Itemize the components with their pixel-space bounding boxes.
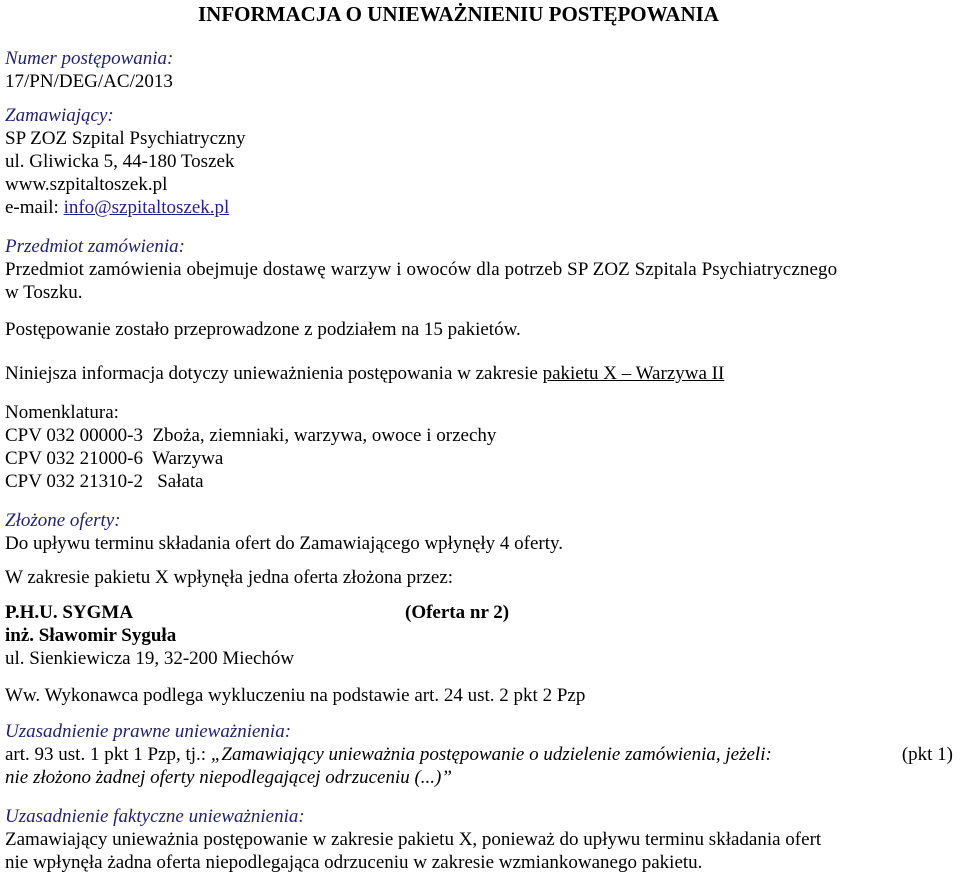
cpv-item: CPV 032 21310-2 Sałata	[5, 471, 204, 492]
packages-text: Postępowanie zostało przeprowadzone z podziałem na 15 pakietów.	[5, 319, 521, 340]
nomenclature-section	[5, 401, 953, 493]
exclusion-note	[5, 684, 953, 707]
scope-package: pakietu X – Warzywa II	[542, 363, 725, 384]
factual-basis-line-1: Zamawiający unieważnia postępowanie w zakresie pakietu X, ponieważ do upływu terminu składania ofert	[5, 829, 822, 850]
bidder-address: ul. Sienkiewicza 19, 32-200 Miechów	[5, 648, 295, 669]
legal-basis-quote-2: nie złożono żadnej oferty niepodlegającej odrzuceniu (...)”	[5, 767, 452, 788]
legal-basis-quote-1: „Zamawiający unieważnia postępowanie o udzielenie zamówienia, jeżeli:	[210, 744, 772, 765]
subject-line-2: w Toszku.	[5, 282, 83, 303]
offers-total: Do upływu terminu składania ofert do Zamawiającego wpłynęły 4 oferty.	[5, 533, 564, 554]
package-offer-info	[5, 566, 953, 589]
buyer-address: ul. Gliwicka 5, 44-180 Toszek	[5, 151, 235, 172]
cpv-item: CPV 032 00000-3 Zboża, ziemniaki, warzywa, owoce i orzechy	[5, 425, 497, 446]
factual-basis-section	[5, 805, 953, 874]
factual-basis-line-2: nie wpłynęła żadna oferta niepodlegająca odrzuceniu w zakresie wzmiankowanego pakietu.	[5, 852, 703, 873]
offers-label: Złożone oferty:	[5, 510, 121, 531]
page-title: INFORMACJA O UNIEWAŻNIENIU POSTĘPOWANIA	[198, 2, 719, 26]
subject-label: Przedmiot zamówienia:	[5, 236, 185, 257]
buyer-email-link[interactable]: info@szpitaltoszek.pl	[63, 197, 230, 218]
packages-info	[5, 318, 953, 341]
package-offer-text: W zakresie pakietu X wpłynęła jedna oferta złożona przez:	[5, 567, 454, 588]
legal-basis-row	[5, 743, 953, 766]
subject-line-1: Przedmiot zamówienia obejmuje dostawę warzyw i owoców dla potrzeb SP ZOZ Szpitala Psychiatrycznego	[5, 259, 838, 280]
factual-basis-label: Uzasadnienie faktyczne unieważnienia:	[5, 806, 305, 827]
cpv-item: CPV 032 21000-6 Warzywa	[5, 448, 224, 469]
case-number-label: Numer postępowania:	[5, 48, 174, 69]
scope-prefix: Niniejsza informacja dotyczy unieważnienia postępowania w zakresie	[5, 363, 538, 384]
nomenclature-label: Nomenklatura:	[5, 402, 119, 423]
offer-number: (Oferta nr 2)	[405, 602, 510, 623]
bidder-section	[5, 601, 953, 670]
legal-basis-quote-row	[5, 743, 772, 766]
case-number-section	[5, 47, 953, 93]
buyer-name: SP ZOZ Szpital Psychiatryczny	[5, 128, 246, 149]
subject-section	[5, 235, 953, 304]
buyer-email-row	[5, 196, 953, 219]
bidder-person: inż. Sławomir Syguła	[5, 625, 177, 646]
legal-basis-label: Uzasadnienie prawne unieważnienia:	[5, 721, 292, 742]
legal-basis-section	[5, 720, 953, 789]
buyer-email-label: e-mail:	[5, 197, 59, 218]
bidder-company: P.H.U. SYGMA	[5, 602, 134, 623]
buyer-label: Zamawiający:	[5, 105, 114, 126]
scope-section	[5, 362, 953, 385]
legal-basis-pkt: (pkt 1)	[901, 744, 953, 765]
exclusion-text: Ww. Wykonawca podlega wykluczeniu na podstawie art. 24 ust. 2 pkt 2 Pzp	[5, 685, 586, 706]
buyer-section	[5, 104, 953, 219]
legal-basis-ref: art. 93 ust. 1 pkt 1 Pzp, tj.:	[5, 744, 207, 765]
buyer-website: www.szpitaltoszek.pl	[5, 174, 168, 195]
scope-row	[5, 362, 953, 385]
case-number-value: 17/PN/DEG/AC/2013	[5, 71, 173, 92]
offers-section	[5, 509, 953, 555]
